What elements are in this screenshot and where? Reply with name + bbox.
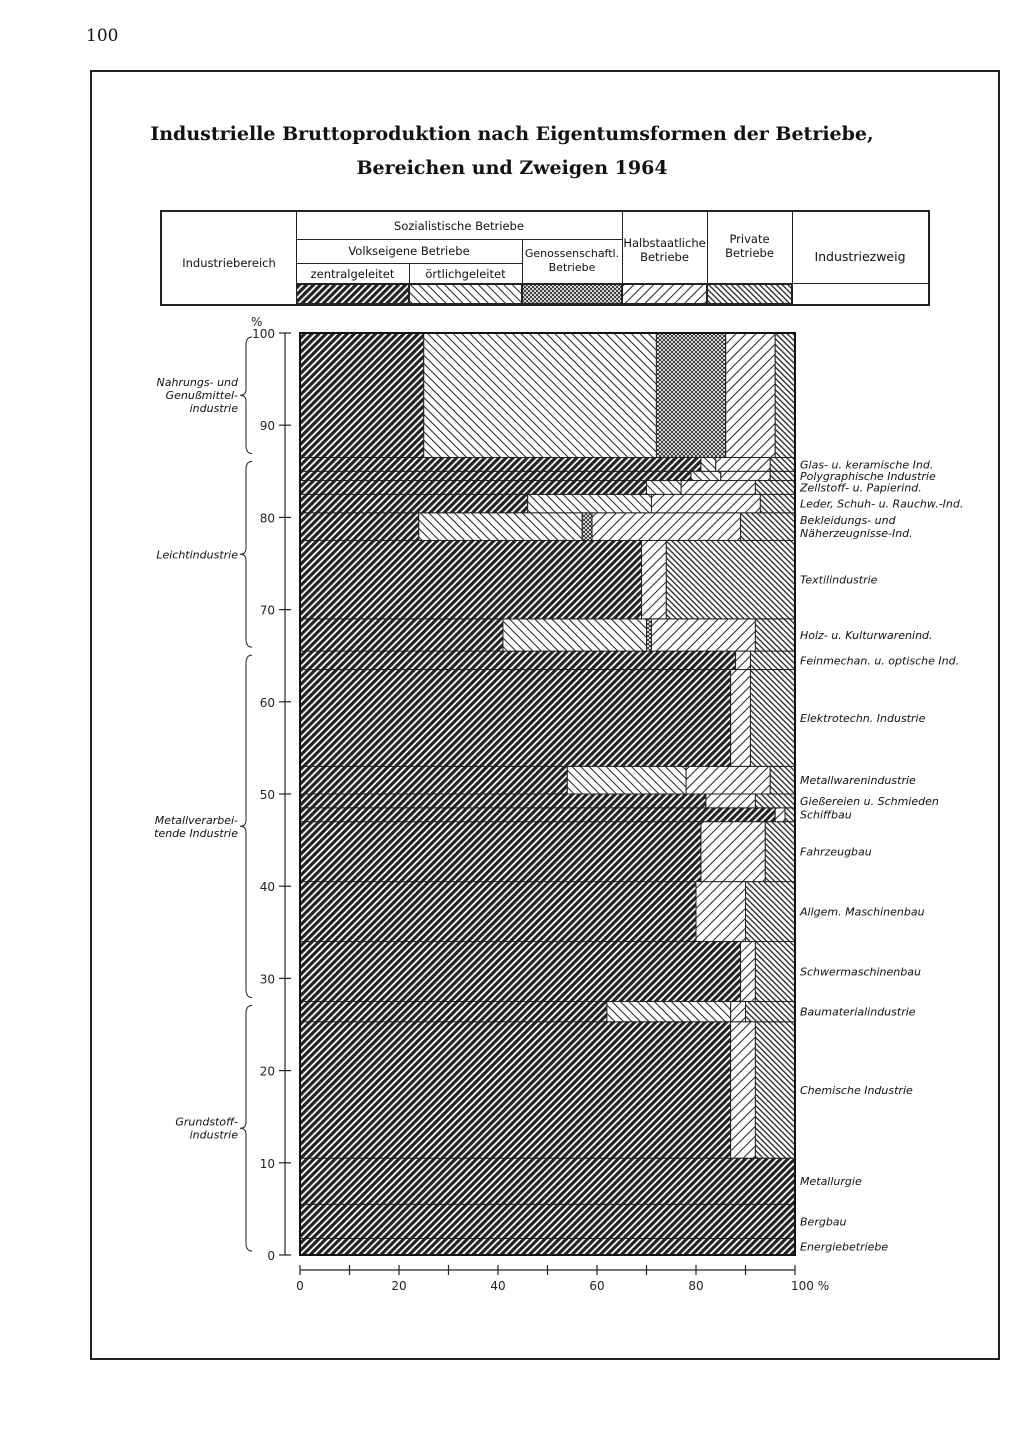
bar-segment-oertlich: [503, 619, 647, 651]
bar-segment-privat: [765, 822, 795, 882]
y-unit-label: %: [251, 315, 263, 329]
zweig-label: Bergbau: [800, 1215, 847, 1229]
bar-segment-privat: [760, 494, 795, 512]
zweig-label: Zellstoff- u. Papierind.: [800, 481, 922, 495]
x-tick-label: 60: [589, 1279, 605, 1293]
bar-segment-zentral: [300, 481, 647, 495]
zweig-label: Elektrotechn. Industrie: [800, 711, 926, 725]
bereich-label: Leichtindustrie: [156, 548, 238, 562]
bar-segment-zentral: [300, 494, 528, 512]
legend-sozialistische: Sozialistische Betriebe: [394, 219, 524, 233]
y-tick-label: 10: [259, 1156, 275, 1171]
bar-segment-zentral: [300, 513, 419, 541]
legend-genossen-line1: Genossenschaftl.: [524, 247, 620, 260]
bars-group: [300, 333, 795, 1255]
zweig-label: Glas- u. keramische Ind.: [800, 458, 934, 472]
zweig-label: Schwermaschinenbau: [800, 965, 921, 979]
legend-industriezweig: Industriezweig: [814, 249, 906, 264]
bar-segment-halbstaatlich: [701, 822, 765, 882]
legend-zentral: zentralgeleitet: [310, 267, 395, 281]
bar-segment-zentral: [300, 1204, 795, 1238]
zweig-label: Polygraphische Industrie: [800, 469, 936, 483]
bar-segment-halbstaatlich: [651, 619, 755, 651]
bar-segment-privat: [746, 1001, 796, 1021]
bar-segment-zentral: [300, 333, 424, 457]
bar-segment-privat: [755, 794, 795, 808]
bereich-brace: [240, 461, 252, 647]
legend-genossen-line2: Betriebe: [548, 261, 596, 274]
bar-segment-privat: [785, 808, 795, 822]
zweig-label: Chemische Industrie: [800, 1083, 913, 1097]
bar-segment-genossen: [656, 333, 725, 457]
zweig-label: Energiebetriebe: [800, 1240, 889, 1254]
zweig-label: Schiffbau: [800, 808, 852, 822]
bar-segment-halbstaatlich: [731, 1022, 756, 1158]
chart-title-line1: Industrielle Bruttoproduktion nach Eigentumsformen der Betriebe,: [150, 123, 874, 145]
bar-segment-halbstaatlich: [731, 1001, 746, 1021]
bar-segment-oertlich: [691, 471, 721, 480]
y-tick-label: 90: [259, 419, 275, 434]
legend-volkseigene: Volkseigene Betriebe: [348, 244, 470, 258]
x-tick-label: 20: [391, 1279, 407, 1293]
bar-segment-zentral: [300, 540, 642, 618]
zweig-label: Gießereien u. Schmieden: [800, 794, 939, 808]
zweig-label: Fahrzeugbau: [800, 845, 872, 859]
bar-segment-privat: [775, 333, 795, 457]
legend-privat-line1: Private: [729, 232, 770, 246]
bereich-label: Metallverarbei-tende Industrie: [154, 813, 238, 840]
bar-segment-halbstaatlich: [651, 494, 760, 512]
bar-segment-zentral: [300, 1022, 731, 1158]
x-tick-label: 100 %: [791, 1279, 830, 1293]
y-tick-label: 40: [259, 880, 275, 895]
bar-segment-halbstaatlich: [681, 481, 755, 495]
bar-segment-zentral: [300, 822, 701, 882]
y-tick-label: 30: [259, 972, 275, 987]
bar-segment-privat: [770, 457, 795, 471]
y-tick-label: 20: [259, 1064, 275, 1079]
y-tick-label: 70: [259, 603, 275, 618]
zweig-label: Textilindustrie: [800, 573, 878, 587]
bar-segment-zentral: [300, 1158, 795, 1204]
zweig-label: Allgem. Maschinenbau: [800, 905, 925, 919]
bar-segment-genossen: [582, 513, 592, 541]
bar-segment-halbstaatlich: [696, 882, 746, 942]
y-tick-label: 80: [259, 511, 275, 526]
bar-segment-oertlich: [424, 333, 657, 457]
bar-segment-privat: [750, 651, 795, 669]
zweig-label: Bekleidungs- und Näherzeugnisse-Ind.: [800, 514, 913, 541]
bar-segment-privat: [666, 540, 795, 618]
bereich-brace: [240, 655, 252, 997]
bar-segment-privat: [746, 882, 796, 942]
bar-segment-privat: [755, 942, 795, 1002]
legend-privat-line2: Betriebe: [725, 246, 774, 260]
y-tick-label: 0: [267, 1249, 275, 1263]
bar-segment-halbstaatlich: [686, 766, 770, 794]
bar-segment-halbstaatlich: [726, 333, 776, 457]
bar-segment-zentral: [300, 882, 696, 942]
zweig-label: Holz- u. Kulturwarenind.: [800, 628, 933, 642]
y-tick-label: 50: [259, 788, 275, 802]
bar-segment-zentral: [300, 651, 736, 669]
bar-segment-zentral: [300, 808, 775, 822]
bar-segment-privat: [741, 513, 795, 541]
bereich-label: Grundstoff-industrie: [175, 1115, 238, 1142]
zweig-label: Baumaterialindustrie: [800, 1005, 916, 1019]
bar-segment-privat: [755, 619, 795, 651]
bar-segment-halbstaatlich: [592, 513, 741, 541]
bar-segment-zentral: [300, 1238, 795, 1255]
x-tick-label: 80: [688, 1279, 704, 1293]
zweig-label: Metallwarenindustrie: [800, 774, 916, 788]
bar-segment-oertlich: [647, 481, 682, 495]
bar-segment-zentral: [300, 766, 567, 794]
bar-segment-zentral: [300, 457, 701, 471]
bar-segment-oertlich: [567, 766, 686, 794]
bar-segment-halbstaatlich: [775, 808, 785, 822]
bar-segment-halbstaatlich: [642, 540, 667, 618]
bereich-brace: [240, 337, 252, 453]
bar-segment-halbstaatlich: [716, 457, 770, 471]
bereich-brace: [240, 1005, 252, 1251]
x-tick-label: 40: [490, 1279, 506, 1293]
zweig-label: Feinmechan. u. optische Ind.: [800, 654, 960, 668]
zweig-label: Leder, Schuh- u. Rauchw.-Ind.: [800, 497, 964, 511]
bar-segment-privat: [755, 481, 795, 495]
bar-segment-zentral: [300, 670, 731, 767]
bar-segment-privat: [770, 766, 795, 794]
legend-industriebereich: Industriebereich: [182, 256, 276, 270]
bereich-label: Nahrungs- und Genußmittel-industrie: [156, 376, 238, 416]
bar-segment-oertlich: [419, 513, 582, 541]
bar-segment-halbstaatlich: [706, 794, 756, 808]
x-tick-label: 0: [296, 1279, 304, 1293]
bar-segment-halbstaatlich: [741, 942, 756, 1002]
bar-segment-halbstaatlich: [736, 651, 751, 669]
page-number: 100: [86, 26, 119, 46]
bar-segment-oertlich: [701, 457, 716, 471]
bar-segment-oertlich: [607, 1001, 731, 1021]
chart-title-line2: Bereichen und Zweigen 1964: [356, 157, 668, 179]
bar-segment-privat: [770, 471, 795, 480]
bar-segment-privat: [755, 1022, 795, 1158]
legend-oertlich: örtlichgeleitet: [425, 267, 506, 281]
bar-segment-zentral: [300, 942, 741, 1002]
bar-segment-genossen: [647, 619, 652, 651]
y-tick-label: 100: [252, 327, 275, 341]
bar-segment-halbstaatlich: [721, 471, 771, 480]
bar-segment-halbstaatlich: [731, 670, 751, 767]
bar-segment-zentral: [300, 619, 503, 651]
zweig-label: Metallurgie: [800, 1175, 862, 1189]
bar-segment-zentral: [300, 471, 691, 480]
bar-segment-zentral: [300, 1001, 607, 1021]
bar-segment-oertlich: [528, 494, 652, 512]
legend-halb-line2: Betriebe: [640, 250, 689, 264]
bar-segment-privat: [750, 670, 795, 767]
legend-halb-line1: Halbstaatliche: [623, 236, 706, 250]
y-tick-label: 60: [259, 695, 275, 710]
bar-segment-zentral: [300, 794, 706, 808]
